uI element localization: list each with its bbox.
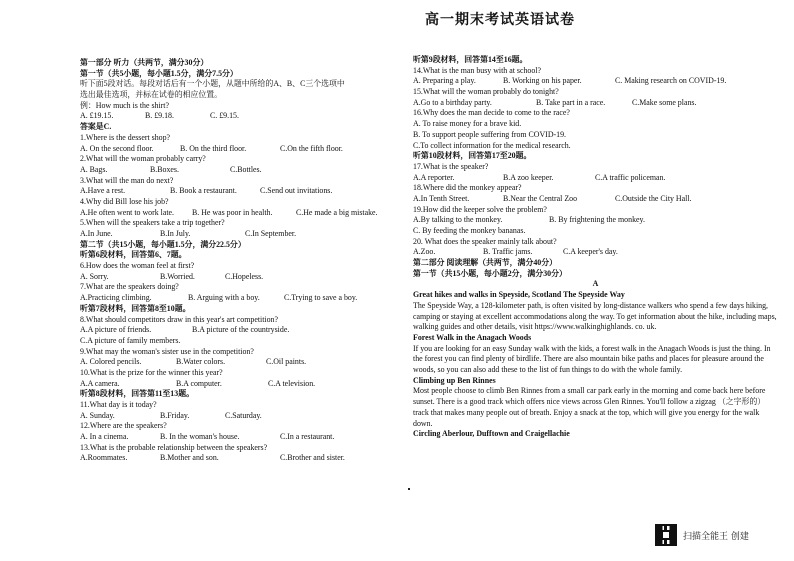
option: C.To collect information for the medical research. [413,140,571,150]
material-heading: 听第6段材料，回答第6、7题。 [80,250,187,260]
option: C.Bottles. [230,164,262,174]
option: B. By frightening the monkey. [549,215,645,225]
option: A. £19.15. [80,111,114,121]
options [80,186,405,197]
options [80,165,405,176]
page-title: 高一期末考试英语试卷 [425,12,575,28]
option: B. He was poor in health. [192,207,273,217]
option: C.He made a big mistake. [296,207,378,217]
example-question: 例：How much is the shirt? [80,100,169,110]
options [80,379,405,390]
option: C.Trying to save a boy. [284,293,358,303]
question: 7.What are the speakers doing? [80,282,179,292]
option: C.Send out invitations. [260,186,333,196]
part-heading: 第二部分 阅读理解（共两节，满分40分） [413,258,558,268]
option: C.A picture of family members. [80,335,181,345]
option: C.Outside the City Hall. [615,193,692,203]
options [413,215,778,226]
options [413,194,778,205]
option: A.Go to a birthday party. [413,97,492,107]
option: B.Near the Central Zoo [503,193,578,203]
instructions: 听下面5段对话。每段对话后有一个小题，从题中所给的A、B、C三个选项中 [80,79,345,89]
options [413,173,778,184]
options [413,247,778,258]
option: C. £9.15. [210,111,239,121]
option: B.Friday. [160,410,190,420]
option: C.A traffic policeman. [595,172,666,182]
options [80,453,405,464]
question: 19.How did the keeper solve the problem? [413,204,547,214]
scan-speck [408,488,410,490]
question: 6.How does the woman feel at first? [80,261,195,271]
option: B.Water colors. [176,357,226,367]
passage-heading: Great hikes and walks in Speyside, Scotland The Speyside Way [413,290,625,300]
section-heading: 第二节（共15小题，每小题1.5分，满分22.5分） [80,239,246,249]
option: B.Mother and son. [160,453,219,463]
option: A.In Tenth Street. [413,193,470,203]
option: C.Saturday. [225,410,262,420]
passage-paragraph: Most people choose to climb Ben Rinnes from a small car park early in the morning and come back here before sunset. There is a good track which offers nice views across Glen Rinnes. You'll follow a zigzag （之字形的）track that makes many people out of breath. Enjoy a snack at the top, which will give you energy for the walk down. [413,386,766,428]
part-heading: 第一部分 听力（共两节，满分30分） [80,58,209,67]
option: A. Sorry. [80,271,109,281]
question: 8.What should competitors draw in this year's art competition? [80,314,278,324]
option: A.Have a rest. [80,186,126,196]
option: A.A camera. [80,378,120,388]
scanner-watermark [655,524,749,546]
option: B. Arguing with a boy. [188,293,260,303]
watermark-text: 扫描全能王 创建 [683,531,749,542]
question: 11.What day is it today? [80,400,157,409]
material-heading: 听第8段材料，回答第11至13题。 [80,389,194,399]
option: B. On the third floor. [180,143,247,153]
question: 20. What does the speaker mainly talk about? [413,236,557,246]
option: B. To support people suffering from COVID-19. [413,129,567,139]
question: 18.Where did the monkey appear? [413,183,522,193]
passage-heading: Forest Walk in the Anagach Woods [413,332,532,342]
options [80,411,405,422]
question: 10.What is the prize for the winner this year? [80,367,223,377]
option: B.A computer. [176,378,222,388]
question: 1.Where is the dessert shop? [80,132,171,142]
example-options [80,111,405,122]
material-heading: 听第9段材料，回答第14至16题。 [413,55,528,64]
question: 9.What may the woman's sister use in the competition? [80,346,254,356]
question: 2.What will the woman probably carry? [80,154,206,164]
options [413,98,778,109]
question: 14.What is the man busy with at school? [413,65,541,75]
section-heading: 第一节（共5小题，每小题1.5分，满分7.5分） [80,68,238,78]
option: A.By talking to the monkey. [413,215,503,225]
option: B. In the woman's house. [160,432,240,442]
option: B. Traffic jams. [483,247,533,257]
options [80,208,405,219]
question: 3.What will the man do next? [80,175,174,185]
option: A. Preparing a play. [413,76,476,86]
question: 13.What is the probable relationship between the speakers? [80,442,268,452]
option: C.Brother and sister. [280,453,345,463]
option: C. Making research on COVID-19. [615,76,727,86]
option: A. On the second floor. [80,143,154,153]
right-column [413,55,778,440]
option: C. By feeding the monkey bananas. [413,226,526,235]
material-heading: 听第7段材料，回答第8至10题。 [80,303,191,313]
option: A. Sunday. [80,410,115,420]
option: B.A picture of the countryside. [192,325,290,335]
options [413,76,778,87]
qr-code-icon [655,524,677,546]
passage-heading: Climbing up Ben Rinnes [413,375,496,385]
passage-paragraph: If you are looking for an easy Sunday walk with the kids, a forest walk in the Anagach Woods is just the thing. In the forest you can find plenty of birdlife. There are also mountain bike paths and places for pleasure around the woods, so you can also add these to the list of fun things to do with the whole family. [413,343,771,375]
options [80,144,405,155]
option: A.Practicing climbing. [80,293,152,303]
option: C.A television. [268,378,316,388]
option: A.Roommates. [80,453,128,463]
option: B.In July. [160,229,191,238]
question: 15.What will the woman probably do tonight? [413,87,559,97]
option: C.In a restaurant. [280,432,335,442]
option: B. £9.18. [145,111,174,121]
option: B. Working on his paper. [503,76,582,86]
instructions-cont: 选出最佳选项，并标在试卷的相应位置。 [80,90,223,100]
question: 5.When will the speakers take a trip together? [80,218,225,228]
options [80,272,405,283]
passage-heading: Circling Aberlour, Dufftown and Craigellachie [413,429,570,439]
option: A.A picture of friends. [80,325,152,335]
options [80,432,405,443]
question: 17.What is the speaker? [413,161,489,171]
question: 16.Why does the man decide to come to the race? [413,108,570,118]
options [80,357,405,368]
option: A.In June. [80,229,113,238]
option: C.Make some plans. [632,97,697,107]
example-answer: 答案是C. [80,122,112,132]
option: A.He often went to work late. [80,207,175,217]
option: B.Boxes. [150,164,179,174]
options [80,293,405,304]
question: 12.Where are the speakers? [80,421,167,431]
left-column [80,58,405,464]
option: C.In September. [245,229,297,238]
section-heading: 第一节（共15小题，每小题2分，满分30分） [413,268,567,278]
passage-label: A [592,279,599,289]
options [80,325,405,336]
option: B.Worried. [160,271,195,281]
question: 4.Why did Bill lose his job? [80,196,169,206]
option: B. Take part in a race. [536,97,606,107]
option: A. Colored pencils. [80,357,142,367]
option: C.A keeper's day. [563,247,618,257]
option: A. In a cinema. [80,432,129,442]
option: B. Book a restaurant. [170,186,237,196]
options [80,229,405,240]
option: C.Oil paints. [266,357,307,367]
option: A. To raise money for a brave kid. [413,119,522,129]
option: B.A zoo keeper. [503,172,554,182]
material-heading: 听第10段材料，回答第17至20题。 [413,151,532,161]
option: C.Hopeless. [225,271,264,281]
option: A.A reporter. [413,172,455,182]
option: C.On the fifth floor. [280,143,343,153]
passage-paragraph: The Speyside Way, a 128-kilometer path, is often visited by long-distance walkers who spend a few days hiking, camping or staying at excellent accommodations along the way. To get information about the hike, including maps, walking guides and other details, visit https://www.walkinghighlands. co. uk. [413,300,777,332]
option: A. Bags. [80,164,108,174]
option: A.Zoo. [413,247,436,257]
